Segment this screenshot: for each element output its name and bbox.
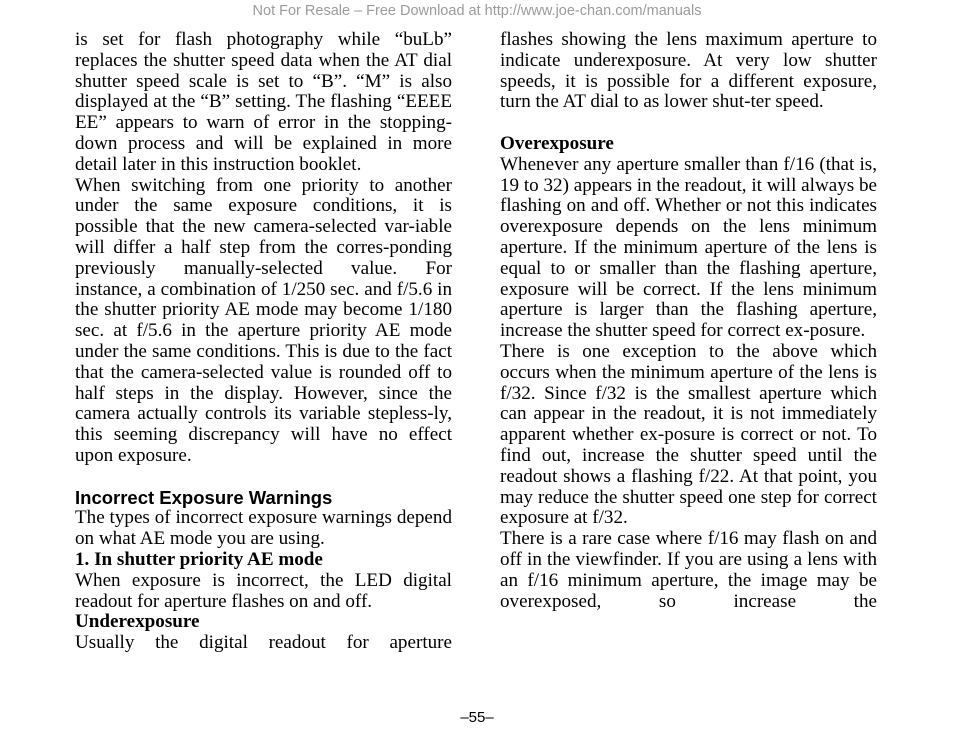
paragraph: The types of incorrect exposure warnings depend on what AE mode you are using. [75,507,452,550]
overexposure-heading: Overexposure [500,132,614,154]
section-heading: Incorrect Exposure Warnings [75,486,333,508]
right-column [500,30,877,612]
watermark: Not For Resale – Free Download at http://www.joe-chan.com/manuals [252,3,702,19]
left-column [75,30,452,654]
spacer [500,113,877,134]
subheading: 1. In shutter priority AE mode [75,548,323,570]
page-number: –55– [460,709,494,726]
paragraph: Whenever any aperture smaller than f/16 (that is, 19 to 32) appears in the readout, it will always be flashing on and off. Whether or not this indicates overexposure depends on the lens minimum aperture. If the minimum aperture of the lens is equal to or smaller than the flashing aperture, exposure will be correct. If the lens minimum aperture is larger than the flashing aperture, increase the shutter speed for correct ex-posure. [500,153,877,342]
paragraph: flashes showing the lens maximum aperture to indicate underexposure. At very low shutter speeds, it is possible for a different exposure, turn the AT dial to as lower shut-ter speed. [500,29,877,113]
spacer [75,467,452,488]
paragraph: When exposure is incorrect, the LED digital readout for aperture flashes on and off. [75,569,452,612]
paragraph: There is one exception to the above which occurs when the minimum aperture of the lens is f/32. Since f/32 is the smallest aperture which can appear in the readout, it is not immediately apparent whether ex-posure is correct or not. To find out, increase the shutter speed until the readout shows a flashing f/22. At that point, you may reduce the shutter speed one step for correct exposure at f/32. [500,340,877,529]
paragraph: Usually the digital readout for aperture [75,632,452,654]
underexposure-heading: Underexposure [75,611,200,633]
paragraph: There is a rare case where f/16 may flash on and off in the viewfinder. If you are using a lens with an f/16 minimum aperture, the image may be overexposed, so increase the [500,528,877,612]
paragraph: is set for flash photography while “buLb” replaces the shutter speed data when the AT dial shutter speed scale is set to “B”. “M” is also displayed at the “B” setting. The flashing “EEEE EE” appears to warn of error in the stopping-down process and will be explained in more detail later in this instruction booklet. [75,29,452,175]
paragraph: When switching from one priority to another under the same exposure conditions, it is possible that the new camera-selected var-iable will differ a half step from the corres-ponding previously manually-selected value. For instance, a combination of 1/250 sec. and f/5.6 in the shutter priority AE mode may become 1/180 sec. at f/5.6 in the aperture priority AE mode under the same conditions. This is due to the fact that the camera-selected value is rounded off to half steps in the display. However, since the camera actually controls its variable stepless-ly, this seeming discrepancy will have no effect upon exposure. [75,174,452,466]
